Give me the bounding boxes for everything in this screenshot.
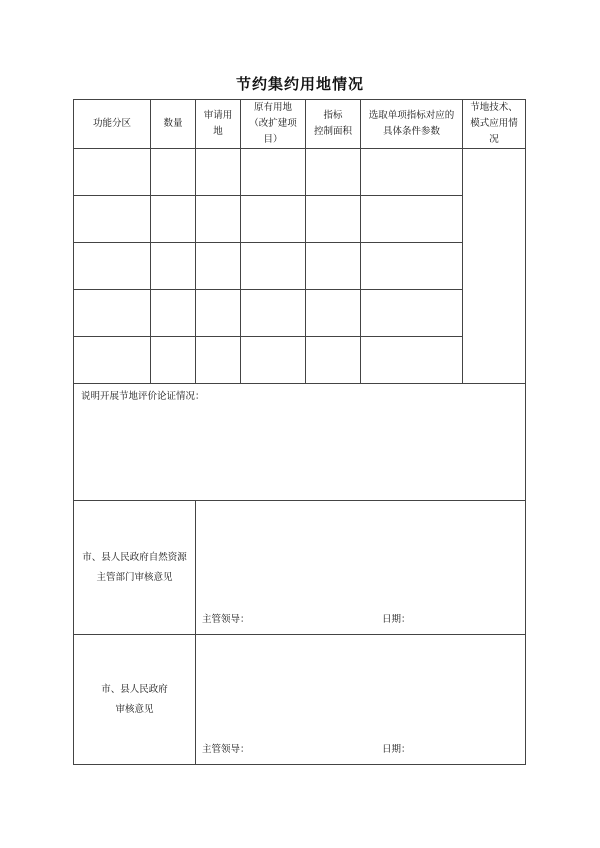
leader-label: 主管领导： <box>202 744 250 755</box>
review-opinion-natural-resources[interactable] <box>196 501 526 635</box>
header-indicator-area: 指标 控制面积 <box>306 100 361 149</box>
note-cell[interactable] <box>74 384 526 501</box>
cell[interactable] <box>74 243 151 290</box>
note-label: 说明开展节地评价论证情况： <box>81 391 205 402</box>
review-label-line2: 主管部门审核意见 <box>96 571 173 583</box>
leader-label: 主管领导： <box>202 614 250 625</box>
cell[interactable] <box>241 196 306 243</box>
cell[interactable] <box>306 243 361 290</box>
cell[interactable] <box>361 149 463 196</box>
cell[interactable] <box>151 149 196 196</box>
header-technology: 节地技术、 模式应用情 况 <box>463 100 526 149</box>
table-row <box>74 243 526 290</box>
cell[interactable] <box>74 290 151 337</box>
header-function-zone: 功能分区 <box>74 100 151 149</box>
table-row <box>74 196 526 243</box>
cell[interactable] <box>196 149 241 196</box>
form-title: 节约集约用地情况 <box>235 75 364 93</box>
cell[interactable] <box>361 243 463 290</box>
cell[interactable] <box>151 337 196 384</box>
cell[interactable] <box>74 196 151 243</box>
review-row-natural-resources <box>74 501 526 635</box>
note-row <box>74 384 526 501</box>
review-label-government <box>74 635 196 765</box>
cell[interactable] <box>306 337 361 384</box>
cell[interactable] <box>151 290 196 337</box>
header-requested-land: 审请用 地 <box>196 100 241 149</box>
cell[interactable] <box>306 290 361 337</box>
cell[interactable] <box>151 196 196 243</box>
table-row <box>74 290 526 337</box>
cell[interactable] <box>196 243 241 290</box>
header-original-land: 原有用地 （改扩建项 目） <box>241 100 306 149</box>
table-row <box>74 149 526 196</box>
cell[interactable] <box>361 290 463 337</box>
cell[interactable] <box>196 290 241 337</box>
review-label-line1: 市、县人民政府自然资源 <box>82 551 187 563</box>
review-label-line2: 审核意见 <box>115 703 154 715</box>
review-label-line1: 市、县人民政府 <box>101 683 168 695</box>
cell[interactable] <box>196 337 241 384</box>
cell[interactable] <box>361 337 463 384</box>
cell[interactable] <box>306 149 361 196</box>
cell[interactable] <box>74 337 151 384</box>
cell[interactable] <box>241 290 306 337</box>
cell[interactable] <box>74 149 151 196</box>
review-label-natural-resources <box>74 501 196 635</box>
header-row <box>74 100 526 149</box>
table-row <box>74 337 526 384</box>
cell[interactable] <box>306 196 361 243</box>
cell[interactable] <box>361 196 463 243</box>
header-condition-params: 选取单项指标对应的 具体条件参数 <box>361 100 463 149</box>
cell[interactable] <box>241 337 306 384</box>
header-quantity: 数量 <box>151 100 196 149</box>
review-opinion-government[interactable] <box>196 635 526 765</box>
date-label: 日期： <box>382 744 411 755</box>
cell[interactable] <box>196 196 241 243</box>
cell[interactable] <box>241 243 306 290</box>
land-use-table <box>73 99 526 765</box>
cell[interactable] <box>151 243 196 290</box>
review-row-government <box>74 635 526 765</box>
technology-cell[interactable] <box>463 149 526 384</box>
date-label: 日期： <box>382 614 411 625</box>
cell[interactable] <box>241 149 306 196</box>
